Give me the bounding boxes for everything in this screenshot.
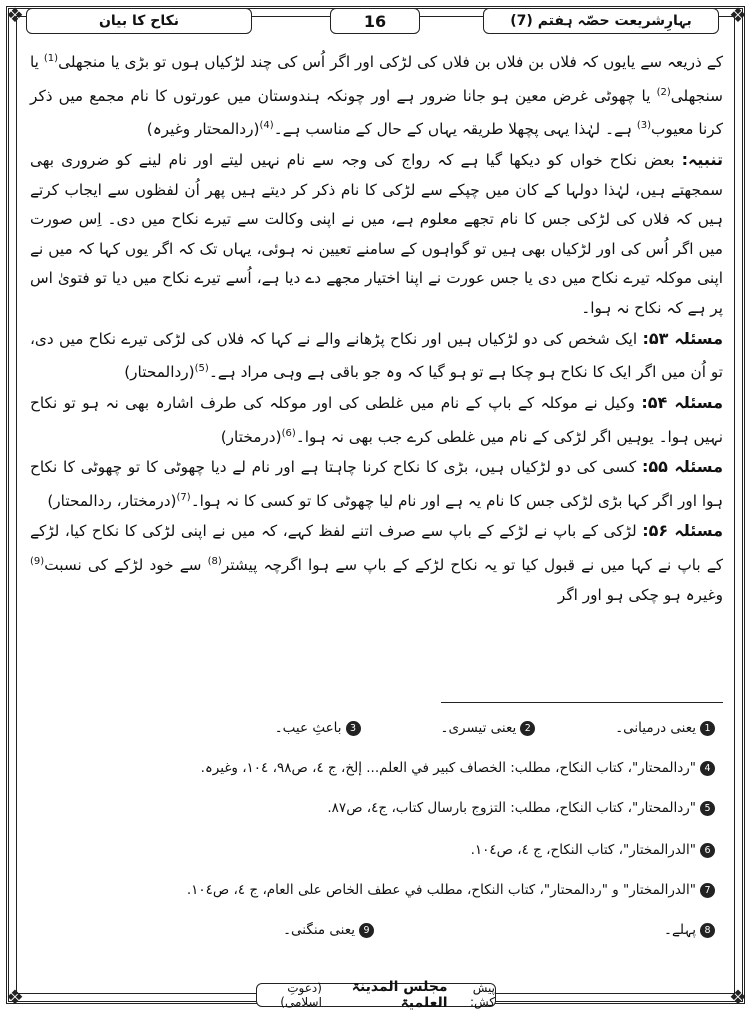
chapter-title-text: نکاح کا بیان <box>98 13 180 29</box>
corner-ornament-icon: ❖ <box>729 3 747 27</box>
masala-label: مسئلہ ۵۳: <box>642 328 723 348</box>
footnote-1: 1 یعنی درمیانی۔ <box>615 720 715 736</box>
publisher-sub: (دعوتِ اسلامی) <box>280 981 322 1009</box>
publisher-name: مجلس المدینۃ العلمیۃ <box>351 979 448 1011</box>
masala-54: مسئلہ ۵۴: وکیل نے موکلہ کے باپ کے نام میں غلطی کی اور موکلہ کی طرف اشارہ بھی نہ ہو تو نکاح نہیں ہوا۔ یوہیں اگر لڑکی کے نام میں غلطی کرے جب بھی نہ ہوا۔$^{(6)}$(درمختار) <box>30 392 723 446</box>
footnote-3: 3 باعثِ عیب۔ <box>275 720 361 736</box>
footnote-row <box>30 800 715 816</box>
page-number-text: 16 <box>363 11 387 31</box>
masala-56: مسئلہ ۵۶: لڑکی کے باپ نے لڑکے کے باپ سے صرف اتنے لفظ کہے، کہ میں نے اپنی لڑکی کا نکاح کیا، لڑکے کے باپ نے کہا میں نے قبول کیا تو یہ نکاح لڑکے کے باپ سے ہوا اگرچہ پیشتر$^{(8)}$ سے خود لڑکے کی نسبت$^{(9)}$ وغیرہ ہو چکی ہو اور اگر <box>30 521 724 604</box>
footnote-2: 2 یعنی تیسری۔ <box>441 720 536 736</box>
book-title <box>483 8 719 34</box>
masala-label: مسئلہ ۵۶: <box>642 521 724 541</box>
footnote-5: 5 "ردالمحتار"، کتاب النکاح، مطلب: التزوج بارسال کتاب، ج٤، ص٨٧. <box>327 800 715 816</box>
corner-ornament-icon: ❖ <box>6 985 24 1009</box>
main-text <box>30 44 723 610</box>
paragraph-intro: کے ذریعہ سے یایوں کہ فلاں بن فلاں بن فلاں کی لڑکی اور اگر اُس کی چند لڑکیاں ہوں تو بڑی یا منجھلی$^{(1)}$ یا سنجھلی$^{(2)}$ یا چھوٹی غرض معین ہو جانا ضرور ہے اور چونکہ ہندوستان میں عورتوں کا نام مجمع میں ذکر کرنا معیوب$^{(3)}$ ہے۔ لہٰذا یہی پچھلا طریقہ یہاں کے حال کے مناسب ہے۔$^{(4)}$(ردالمحتار وغیرہ) <box>30 53 723 139</box>
book-title-text: بہارِشریعت حصّہ ہفتم (7) <box>510 13 692 29</box>
chapter-title <box>26 8 252 34</box>
footnote-separator <box>441 702 723 703</box>
footnote-row <box>30 720 715 736</box>
corner-ornament-icon: ❖ <box>729 985 747 1009</box>
masala-label: مسئلہ ۵۵: <box>641 457 723 477</box>
corner-ornament-icon: ❖ <box>6 3 24 27</box>
footnote-8: 8 پہلے۔ <box>664 922 715 938</box>
masala-53: مسئلہ ۵۳: ایک شخص کی دو لڑکیاں ہیں اور نکاح پڑھانے والے نے کہا کہ فلاں کی لڑکی تیرے نکاح میں دی، تو اُن میں اگر ایک کا نکاح ہو چکا ہے تو ہو گیا کہ وہ جو باقی ہے وہی مراد ہے۔$^{(5)}$(ردالمحتار) <box>30 328 723 382</box>
page-number <box>330 8 420 34</box>
tanbih-label: تنبیہ: <box>681 150 723 170</box>
footnote-row <box>30 760 715 776</box>
masala-55: مسئلہ ۵۵: کسی کی دو لڑکیاں ہیں، بڑی کا نکاح کرنا چاہتا ہے اور نام لے دیا چھوٹی کا تو چھوٹی کا نکاح ہوا اور اگر کہا بڑی لڑکی جس کا نام یہ ہے اور نام لیا چھوٹی کا تو کسی کا نہ ہوا۔$^{(7)}$(درمختار، ردالمحتار) <box>30 457 723 510</box>
footnote-9: 9 یعنی منگنی۔ <box>283 922 374 938</box>
footnote-6: 6 "الدرالمختار"، کتاب النکاح، ج ٤، ص١٠٤. <box>471 842 715 858</box>
masala-label: مسئلہ ۵۴: <box>641 392 723 412</box>
footnote-4: 4 "ردالمحتار"، کتاب النکاح، مطلب: الخصاف کبیر في العلم... إلخ، ج ٤، ص٩٨، ١٠٤، وغیرہ. <box>201 760 715 776</box>
footnote-row <box>30 922 715 938</box>
footnote-row <box>30 882 715 898</box>
publisher-footer <box>256 979 496 1011</box>
footnote-row <box>30 842 715 858</box>
presented-by-label: پیش کش: <box>469 981 495 1009</box>
paragraph-tanbih: تنبیہ: بعض نکاح خواں کو دیکھا گیا ہے کہ رواج کی وجہ سے نام نہیں لیتے اور نام لینے کو ضروری بھی سمجھتے ہیں، لہٰذا دولہا کے کان میں چپکے سے لڑکی کا نام ذکر کر دیتے ہیں پھر اُن لفظوں سے ایجاب کرتے ہیں کہ فلاں کی لڑکی جس کا نام تجھے معلوم ہے، میں نے اپنی وکالت سے تیرے نکاح میں دی۔ اِس صورت میں اگر اُس کی اور لڑکیاں بھی ہیں تو گواہوں کے سامنے تعیین نہ ہوئی، یہاں تک کہ اگر یوں کہا کہ میں نے اپنی موکلہ تیرے نکاح میں دی یا جس عورت نے اپنا اختیار مجھے دے دیا ہے، اُسے تیرے نکاح میں دیا تو فتویٰ اس پر ہے کہ نکاح نہ ہوا۔ <box>30 150 723 318</box>
footnote-7: 7 "الدرالمختار" و "ردالمحتار"، کتاب النکاح، مطلب في عطف الخاص علی العام، ج ٤، ص١٠٤. <box>187 882 715 898</box>
